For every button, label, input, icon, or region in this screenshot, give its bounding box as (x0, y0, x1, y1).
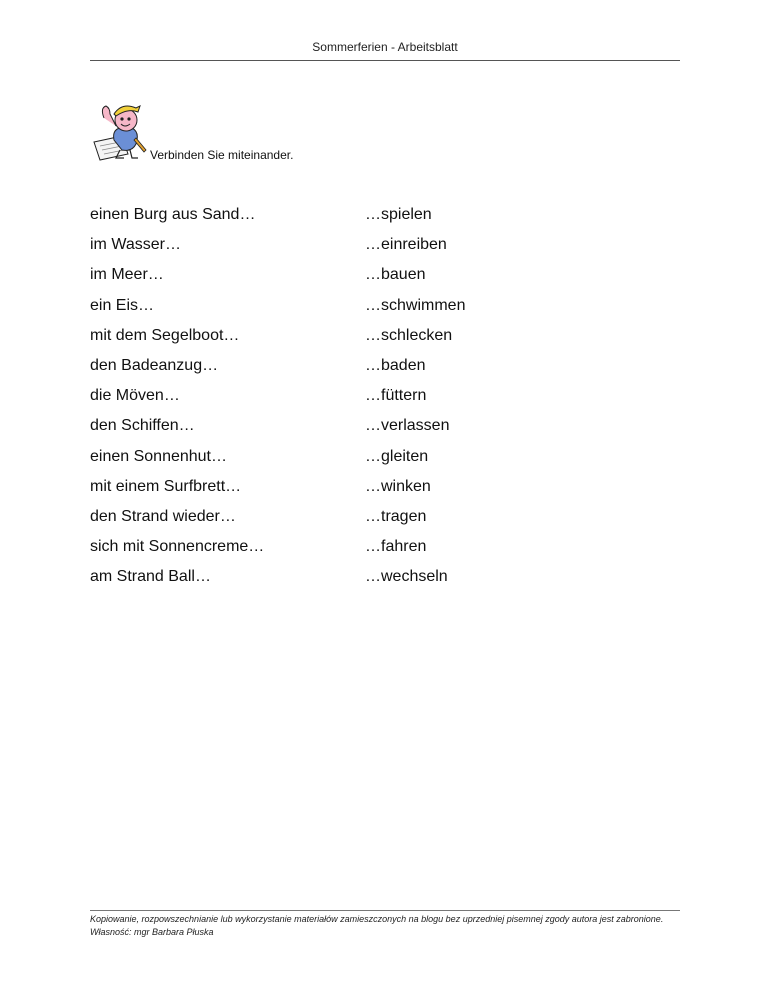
exercise-row (90, 502, 680, 532)
exercise-row (90, 351, 680, 381)
left-phrase: sich mit Sonnencreme… (90, 538, 265, 556)
exercise-row (90, 321, 680, 351)
left-phrase: die Möven… (90, 387, 180, 405)
right-phrase: …fahren (365, 538, 427, 556)
right-phrase: …bauen (365, 266, 426, 284)
exercise-row (90, 532, 680, 562)
exercise-row (90, 472, 680, 502)
matching-exercise (90, 200, 680, 592)
footer (90, 913, 680, 939)
left-phrase: im Meer… (90, 266, 164, 284)
right-phrase: …winken (365, 477, 431, 495)
exercise-row (90, 291, 680, 321)
right-phrase: …spielen (365, 206, 432, 224)
right-phrase: …baden (365, 357, 426, 375)
exercise-row (90, 381, 680, 411)
instruction-block (92, 100, 392, 164)
copyright-notice: Kopiowanie, rozpowszechnianie lub wykorzystanie materiałów zamieszczonych na blogu bez uprzedniej pisemnej zgody autora jest zabronione. (90, 914, 664, 924)
right-phrase: …schwimmen (365, 296, 466, 314)
left-phrase: einen Sonnenhut… (90, 447, 227, 465)
page-header-title: Sommerferien - Arbeitsblatt (312, 40, 458, 54)
exercise-row (90, 411, 680, 441)
left-phrase: mit dem Segelboot… (90, 326, 240, 344)
instruction-text: Verbinden Sie miteinander. (150, 148, 294, 162)
exercise-row (90, 562, 680, 592)
cartoon-writer-icon (92, 100, 152, 162)
left-phrase: ein Eis… (90, 296, 155, 314)
left-phrase: den Strand wieder… (90, 507, 236, 525)
right-phrase: …verlassen (365, 417, 450, 435)
exercise-row (90, 200, 680, 230)
left-phrase: einen Burg aus Sand… (90, 206, 256, 224)
owner-notice: Własność: mgr Barbara Płuska (90, 927, 214, 937)
left-phrase: am Strand Ball… (90, 568, 211, 586)
right-phrase: …wechseln (365, 568, 448, 586)
right-phrase: …tragen (365, 507, 427, 525)
right-phrase: …gleiten (365, 447, 429, 465)
right-phrase: …einreiben (365, 236, 447, 254)
right-phrase: …füttern (365, 387, 427, 405)
left-phrase: im Wasser… (90, 236, 181, 254)
left-phrase: mit einem Surfbrett… (90, 477, 242, 495)
left-phrase: den Badeanzug… (90, 357, 219, 375)
footer-divider (90, 910, 680, 911)
exercise-row (90, 442, 680, 472)
left-phrase: den Schiffen… (90, 417, 195, 435)
header-divider (90, 60, 680, 61)
exercise-row (90, 260, 680, 290)
right-phrase: …schlecken (365, 326, 453, 344)
exercise-row (90, 230, 680, 260)
